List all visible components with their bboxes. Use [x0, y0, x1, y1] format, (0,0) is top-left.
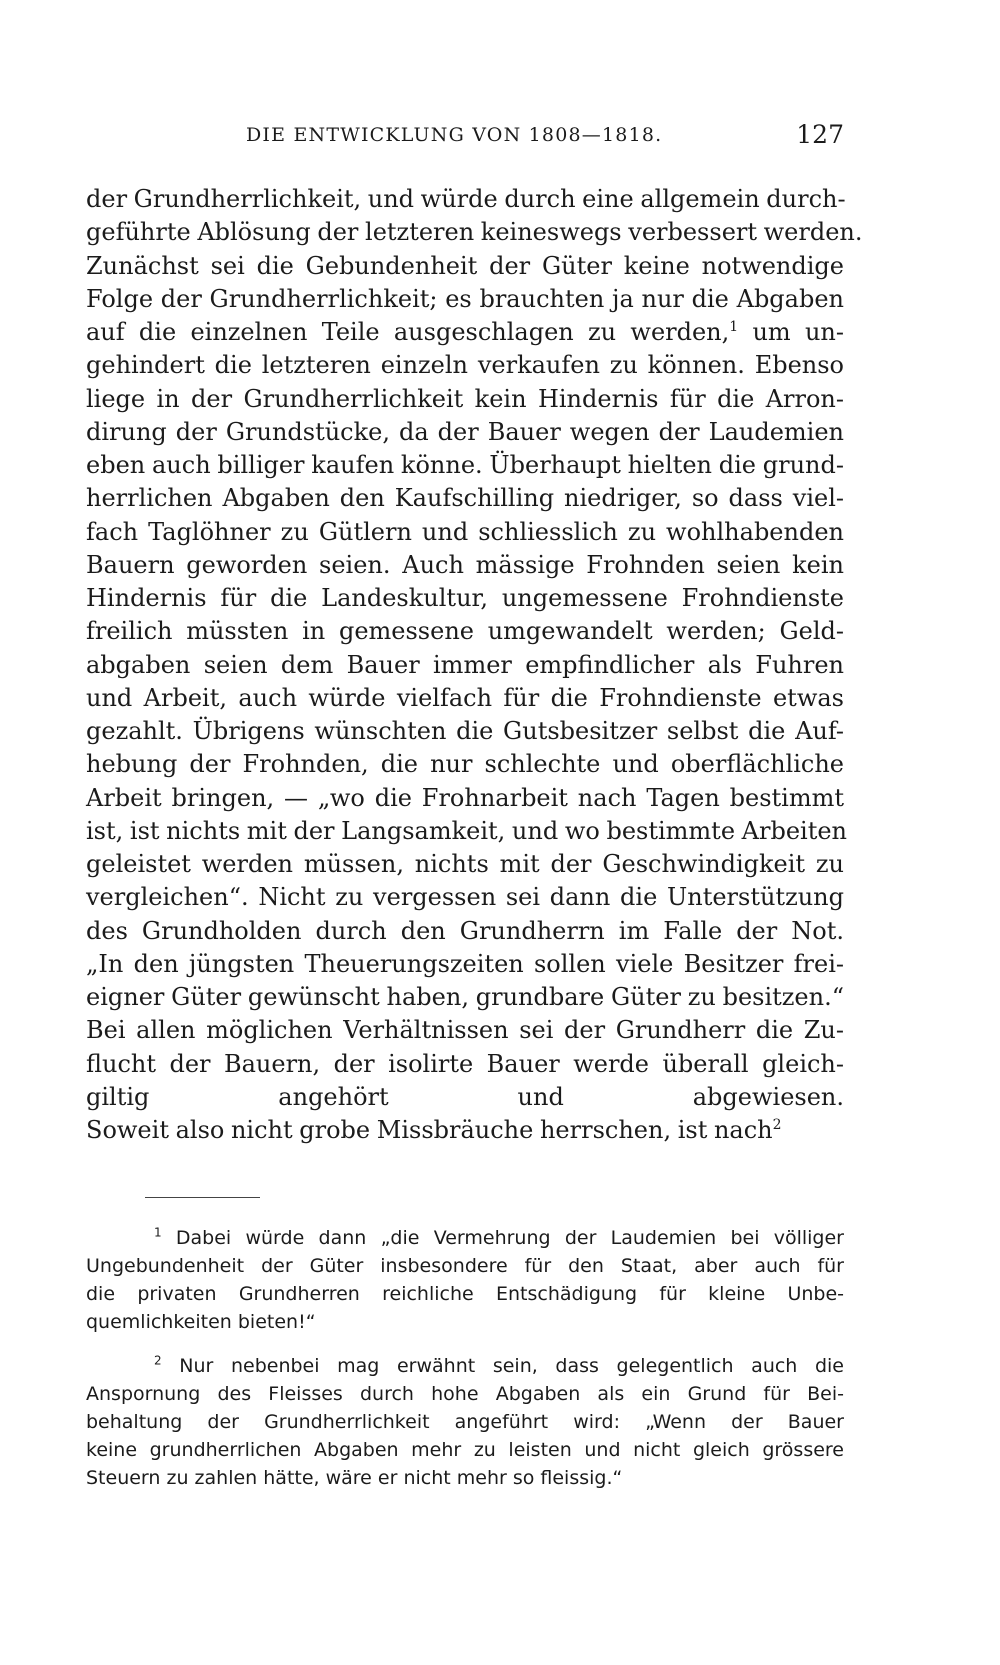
footnote-2-line: Steuern zu zahlen hätte, wäre er nicht mehr so fleissig.“	[86, 1467, 623, 1489]
text-line: geleistet werden müssen, nichts mit der Geschwindigkeit zu	[86, 850, 844, 878]
running-title: DIE ENTWICKLUNG VON 1808—1818.	[246, 124, 663, 146]
text-line: abgaben seien dem Bauer immer empfindlicher als Fuhren	[86, 650, 844, 679]
text-line: geführte Ablösung der letzteren keineswegs verbessert werden.	[86, 218, 863, 247]
main-text	[86, 183, 863, 1181]
text-line: hebung der Frohnden, die nur schlechte und oberflächliche	[86, 750, 844, 779]
text-line: „In den jüngsten Theuerungszeiten sollen viele Besitzer frei-	[86, 949, 844, 978]
text-line: herrlichen Abgaben den Kaufschilling niedriger, so dass viel-	[86, 484, 844, 513]
text-line: freilich müssten in gemessene umgewandelt werden; Geld-	[86, 617, 844, 646]
text-line	[86, 1114, 844, 1147]
text-segment: Nur nebenbei mag erwähnt sein, dass gelegentlich auch die	[179, 1355, 844, 1377]
text-line: Hindernis für die Landeskultur, ungemessene Frohndienste	[86, 584, 844, 612]
text-line: Zunächst sei die Gebundenheit der Güter keine notwendige	[86, 251, 844, 280]
footnote-1-line: Ungebundenheit der Güter insbesondere für den Staat, aber auch für	[86, 1255, 844, 1277]
footnote-2-line: keine grundherrlichen Abgaben mehr zu leisten und nicht gleich grössere	[86, 1439, 844, 1461]
text-line: ist, ist nichts mit der Langsamkeit, und wo bestimmte Arbeiten	[86, 816, 848, 845]
text-line: flucht der Bauern, der isolirte Bauer werde überall gleich-	[86, 1049, 844, 1078]
page-number: 127	[796, 120, 844, 149]
footnote-1-line: die privaten Grundherren reichliche Entschädigung für kleine Unbe-	[86, 1283, 844, 1305]
text-line: dirung der Grundstücke, da der Bauer wegen der Laudemien	[86, 417, 844, 446]
footnote-ref-2[interactable]: 2	[772, 1117, 782, 1133]
text-line: und Arbeit, auch würde vielfach für die Frohndienste etwas	[86, 683, 844, 712]
footnote-ref-1[interactable]: 1	[729, 319, 739, 335]
footnote-2-line	[86, 1352, 844, 1380]
text-segment: um un-	[752, 318, 844, 346]
footnote-2-mark: 2	[154, 1353, 162, 1368]
text-line: des Grundholden durch den Grundherrn im Falle der Not.	[86, 916, 844, 945]
footnote-gap	[86, 1336, 844, 1352]
text-line: eben auch billiger kaufen könne. Überhaupt hielten die grund-	[86, 451, 844, 479]
text-segment: Dabei würde dann „die Vermehrung der Laudemien bei völliger	[175, 1227, 844, 1249]
footnotes	[86, 1224, 844, 1492]
footnote-separator	[145, 1197, 260, 1198]
text-line: liege in der Grundherrlichkeit kein Hindernis für die Arron-	[86, 384, 844, 413]
footnote-2-line: behaltung der Grundherrlichkeit angeführt wird: „Wenn der Bauer	[86, 1411, 844, 1433]
text-line: Folge der Grundherrlichkeit; es brauchten ja nur die Abgaben	[86, 284, 844, 313]
text-line: Bei allen möglichen Verhältnissen sei der Grundherr die Zu-	[86, 1016, 844, 1045]
text-line: giltig angehört und abgewiesen.	[86, 1082, 844, 1111]
footnote-1-line: quemlichkeiten bieten!“	[86, 1311, 316, 1333]
text-line: gezahlt. Übrigens wünschten die Gutsbesitzer selbst die Auf-	[86, 717, 844, 745]
text-line	[86, 1147, 844, 1180]
page-header	[86, 120, 844, 160]
footnote-1-line	[86, 1224, 844, 1252]
footnote-1-mark: 1	[154, 1225, 162, 1240]
footnote-2-line: Anspornung des Fleisses durch hohe Abgaben als ein Grund für Bei-	[86, 1383, 844, 1405]
text-line: vergleichen“. Nicht zu vergessen sei dann die Unterstützung	[86, 883, 844, 912]
text-segment: auf die einzelnen Teile ausgeschlagen zu werden,	[86, 318, 730, 346]
text-line	[86, 316, 844, 349]
text-line: eigner Güter gewünscht haben, grundbare Güter zu besitzen.“	[86, 983, 844, 1011]
text-segment: Soweit also nicht grobe Missbräuche herrschen, ist nach	[86, 1116, 773, 1144]
text-line: gehindert die letzteren einzeln verkaufen zu können. Ebenso	[86, 351, 844, 380]
text-line: der Grundherrlichkeit, und würde durch eine allgemein durch-	[86, 185, 846, 213]
text-line: fach Taglöhner zu Gütlern und schliesslich zu wohlhabenden	[86, 517, 844, 546]
text-line: Arbeit bringen, — „wo die Frohnarbeit nach Tagen bestimmt	[86, 783, 844, 812]
text-line: Bauern geworden seien. Auch mässige Frohnden seien kein	[86, 550, 844, 579]
